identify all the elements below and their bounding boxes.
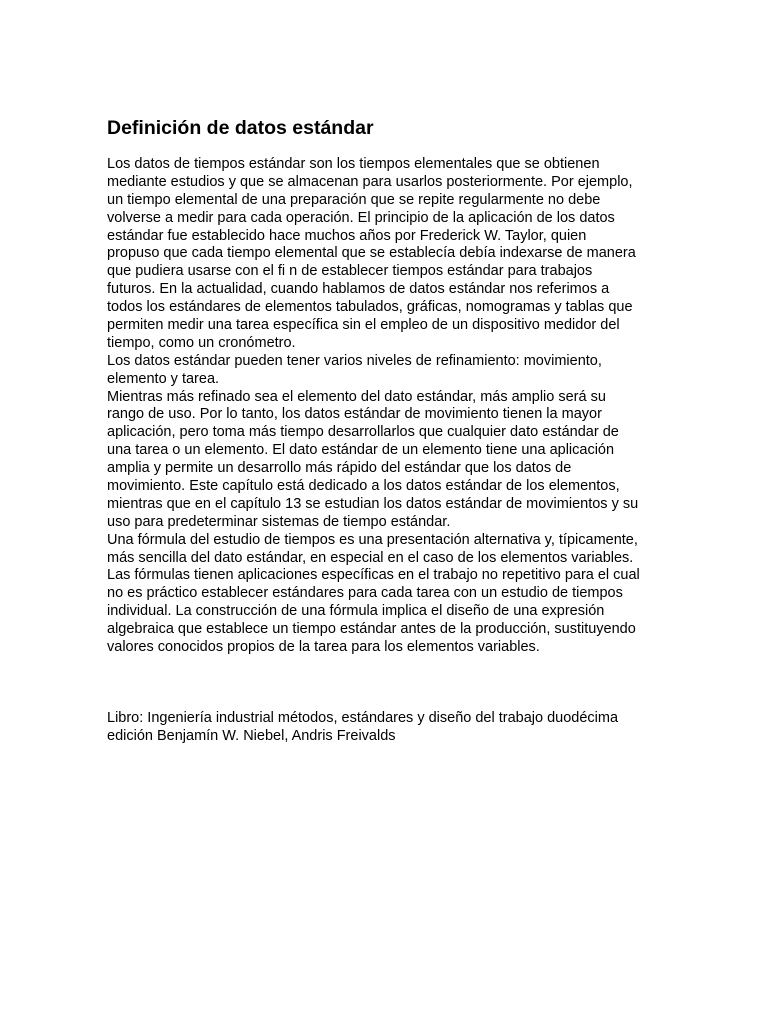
- body-line: Los datos estándar pueden tener varios niveles de refinamiento: movimiento,: [107, 352, 602, 369]
- body-line: movimiento. Este capítulo está dedicado a los datos estándar de los elementos,: [107, 478, 620, 495]
- body-line: mientras que en el capítulo 13 se estudian los datos estándar de movimientos y su: [107, 495, 639, 512]
- body-line: más sencilla del dato estándar, en especial en el caso de los elementos variables.: [107, 549, 634, 566]
- body-line: Una fórmula del estudio de tiempos es una presentación alternativa y, típicamente,: [107, 531, 638, 548]
- body-line: Las fórmulas tienen aplicaciones específicas en el trabajo no repetitivo para el cual: [107, 567, 640, 584]
- body-line: futuros. En la actualidad, cuando hablamos de datos estándar nos referimos a: [107, 281, 610, 298]
- body-line: estándar fue establecido hace muchos años por Frederick W. Taylor, quien: [107, 227, 587, 244]
- body-line: valores conocidos propios de la tarea para los elementos variables.: [107, 639, 540, 656]
- body-line: una tarea o un elemento. El dato estándar de un elemento tiene una aplicación: [107, 442, 615, 459]
- body-line: un tiempo elemental de una preparación que se repite regularmente no debe: [107, 191, 601, 208]
- book-reference: [107, 710, 667, 746]
- reference-line: Libro: Ingeniería industrial métodos, estándares y diseño del trabajo duodécima: [107, 710, 619, 726]
- body-line: todos los estándares de elementos tabulados, gráficas, nomogramas y tablas que: [107, 299, 633, 316]
- body-line: no es práctico establecer estándares para cada tarea con un estudio de tiempos: [107, 585, 623, 602]
- body-line: Mientras más refinado sea el elemento del dato estándar, más amplio será su: [107, 388, 606, 405]
- body-line: permiten medir una tarea específica sin el empleo de un dispositivo medidor del: [107, 317, 620, 334]
- body-line: rango de uso. Por lo tanto, los datos estándar de movimiento tienen la mayor: [107, 406, 602, 423]
- document-body: [107, 156, 667, 657]
- reference-line: edición Benjamín W. Niebel, Andris Freivalds: [107, 727, 396, 744]
- body-line: tiempo, como un cronómetro.: [107, 334, 296, 351]
- body-line: individual. La construcción de una fórmula implica el diseño de una expresión: [107, 603, 605, 620]
- body-line: que pudiera usarse con el fi n de establecer tiempos estándar para trabajos: [107, 263, 593, 280]
- body-line: propuso que cada tiempo elemental que se establecía debía indexarse de manera: [107, 245, 636, 262]
- body-line: algebraica que establece un tiempo estándar antes de la producción, sustituyendo: [107, 621, 636, 638]
- body-line: uso para predeterminar sistemas de tiempo estándar.: [107, 513, 451, 530]
- body-line: amplia y permite un desarrollo más rápido del estándar que los datos de: [107, 460, 572, 477]
- body-line: elemento y tarea.: [107, 370, 220, 387]
- document-title: Definición de datos estándar: [107, 117, 374, 139]
- body-line: volverse a medir para cada operación. El principio de la aplicación de los datos: [107, 209, 615, 226]
- body-line: aplicación, pero toma más tiempo desarrollarlos que cualquier dato estándar de: [107, 424, 619, 441]
- body-line: mediante estudios y que se almacenan para usarlos posteriormente. Por ejemplo,: [107, 173, 633, 190]
- body-line: Los datos de tiempos estándar son los tiempos elementales que se obtienen: [107, 156, 600, 172]
